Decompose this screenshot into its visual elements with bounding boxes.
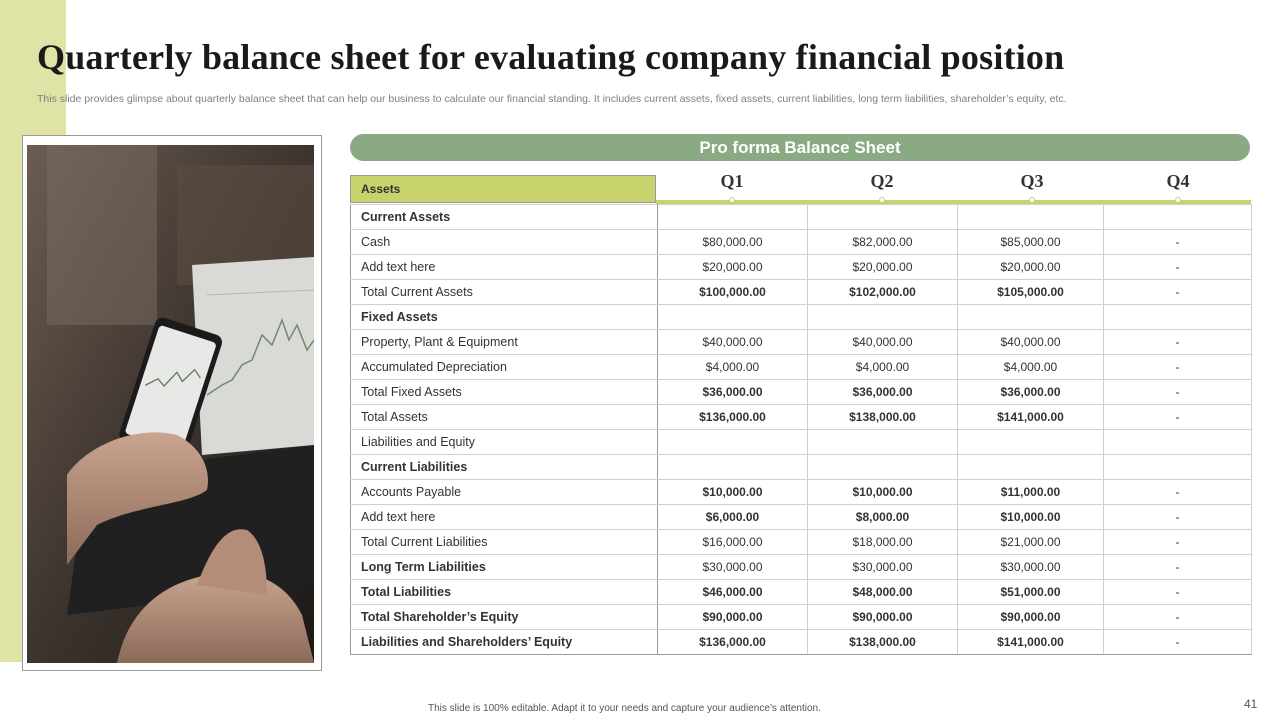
table-row (351, 605, 1252, 630)
table-row (351, 430, 1252, 455)
value-cell: $20,000.00 (808, 255, 958, 280)
row-label: Liabilities and Equity (351, 430, 658, 455)
table-row (351, 330, 1252, 355)
value-cell (808, 305, 958, 330)
value-cell: $40,000.00 (958, 330, 1104, 355)
value-cell: $20,000.00 (958, 255, 1104, 280)
value-cell (658, 455, 808, 480)
value-cell: $85,000.00 (958, 230, 1104, 255)
header-dot (879, 197, 885, 203)
row-label: Property, Plant & Equipment (351, 330, 658, 355)
row-label: Liabilities and Shareholders’ Equity (351, 630, 658, 655)
value-cell: $6,000.00 (658, 505, 808, 530)
row-label: Total Fixed Assets (351, 380, 658, 405)
row-label: Add text here (351, 255, 658, 280)
value-cell: $4,000.00 (958, 355, 1104, 380)
value-cell (658, 430, 808, 455)
table-row (351, 630, 1252, 655)
value-cell: $141,000.00 (958, 630, 1104, 655)
value-cell: $138,000.00 (808, 405, 958, 430)
value-cell: - (1104, 505, 1252, 530)
value-cell: $4,000.00 (808, 355, 958, 380)
value-cell: $21,000.00 (958, 530, 1104, 555)
value-cell (808, 455, 958, 480)
value-cell: - (1104, 280, 1252, 305)
table-row (351, 505, 1252, 530)
table-row (351, 455, 1252, 480)
quarter-header-q1: Q1 (720, 171, 744, 191)
value-cell: $30,000.00 (958, 555, 1104, 580)
value-cell (1104, 455, 1252, 480)
table-row (351, 405, 1252, 430)
balance-sheet-table (350, 204, 1252, 655)
value-cell: $90,000.00 (808, 605, 958, 630)
page-number: 41 (1244, 697, 1258, 711)
quarter-header-q2: Q2 (870, 171, 894, 191)
value-cell (658, 305, 808, 330)
value-cell: $80,000.00 (658, 230, 808, 255)
value-cell: $10,000.00 (808, 480, 958, 505)
table-row (351, 355, 1252, 380)
header-dot (1175, 197, 1181, 203)
value-cell: $36,000.00 (958, 380, 1104, 405)
laptop-phone-photo (27, 145, 314, 663)
row-label: Add text here (351, 505, 658, 530)
value-cell (808, 205, 958, 230)
table-row (351, 580, 1252, 605)
value-cell: $138,000.00 (808, 630, 958, 655)
table-row (351, 205, 1252, 230)
value-cell (958, 455, 1104, 480)
value-cell: $40,000.00 (658, 330, 808, 355)
row-label: Current Assets (351, 205, 658, 230)
value-cell: $48,000.00 (808, 580, 958, 605)
header-dot (1029, 197, 1035, 203)
value-cell: $36,000.00 (808, 380, 958, 405)
value-cell: $141,000.00 (958, 405, 1104, 430)
quarter-header-q4: Q4 (1166, 171, 1190, 191)
value-cell: - (1104, 580, 1252, 605)
quarter-header-q3: Q3 (1020, 171, 1044, 191)
value-cell: - (1104, 480, 1252, 505)
value-cell (958, 430, 1104, 455)
value-cell: $136,000.00 (658, 405, 808, 430)
value-cell: $16,000.00 (658, 530, 808, 555)
value-cell (808, 430, 958, 455)
row-label: Accounts Payable (351, 480, 658, 505)
row-label: Total Assets (351, 405, 658, 430)
table-row (351, 305, 1252, 330)
value-cell (1104, 305, 1252, 330)
header-dot (729, 197, 735, 203)
value-cell: $4,000.00 (658, 355, 808, 380)
value-cell: $40,000.00 (808, 330, 958, 355)
row-label: Current Liabilities (351, 455, 658, 480)
value-cell: $20,000.00 (658, 255, 808, 280)
value-cell: - (1104, 330, 1252, 355)
value-cell: - (1104, 255, 1252, 280)
value-cell: $136,000.00 (658, 630, 808, 655)
table-row (351, 480, 1252, 505)
value-cell: - (1104, 530, 1252, 555)
value-cell: $11,000.00 (958, 480, 1104, 505)
value-cell: $46,000.00 (658, 580, 808, 605)
value-cell: $90,000.00 (658, 605, 808, 630)
value-cell: $36,000.00 (658, 380, 808, 405)
table-row (351, 555, 1252, 580)
value-cell: $51,000.00 (958, 580, 1104, 605)
row-label: Accumulated Depreciation (351, 355, 658, 380)
value-cell: - (1104, 405, 1252, 430)
value-cell: - (1104, 630, 1252, 655)
value-cell (658, 205, 808, 230)
row-label: Total Current Liabilities (351, 530, 658, 555)
value-cell: $90,000.00 (958, 605, 1104, 630)
row-label: Long Term Liabilities (351, 555, 658, 580)
value-cell: $10,000.00 (658, 480, 808, 505)
row-label: Fixed Assets (351, 305, 658, 330)
value-cell (958, 205, 1104, 230)
table-row (351, 530, 1252, 555)
table-banner: Pro forma Balance Sheet (350, 134, 1250, 161)
value-cell: $105,000.00 (958, 280, 1104, 305)
value-cell: $102,000.00 (808, 280, 958, 305)
value-cell (1104, 430, 1252, 455)
value-cell: - (1104, 605, 1252, 630)
value-cell: $30,000.00 (808, 555, 958, 580)
footer-note: This slide is 100% editable. Adapt it to your needs and capture your audience’s attention. (428, 703, 821, 714)
value-cell: $18,000.00 (808, 530, 958, 555)
table-row (351, 280, 1252, 305)
value-cell: - (1104, 380, 1252, 405)
row-label: Cash (351, 230, 658, 255)
row-label: Total Current Assets (351, 280, 658, 305)
table-row (351, 255, 1252, 280)
table-row (351, 380, 1252, 405)
value-cell: - (1104, 230, 1252, 255)
quarter-header-row (350, 169, 1251, 205)
value-cell: - (1104, 355, 1252, 380)
value-cell: $10,000.00 (958, 505, 1104, 530)
value-cell (958, 305, 1104, 330)
row-label: Total Liabilities (351, 580, 658, 605)
assets-header: Assets (350, 175, 656, 203)
table-row (351, 230, 1252, 255)
row-label: Total Shareholder’s Equity (351, 605, 658, 630)
value-cell: $8,000.00 (808, 505, 958, 530)
value-cell: - (1104, 555, 1252, 580)
value-cell: $30,000.00 (658, 555, 808, 580)
slide-title: Quarterly balance sheet for evaluating company financial position (37, 37, 1065, 77)
value-cell (1104, 205, 1252, 230)
value-cell: $82,000.00 (808, 230, 958, 255)
slide-subtitle: This slide provides glimpse about quarterly balance sheet that can help our business to calculate our financial standing. It includes current assets, fixed assets, current liabilities, long term liabilities, shareholder’s equity, etc. (37, 93, 1067, 105)
value-cell: $100,000.00 (658, 280, 808, 305)
